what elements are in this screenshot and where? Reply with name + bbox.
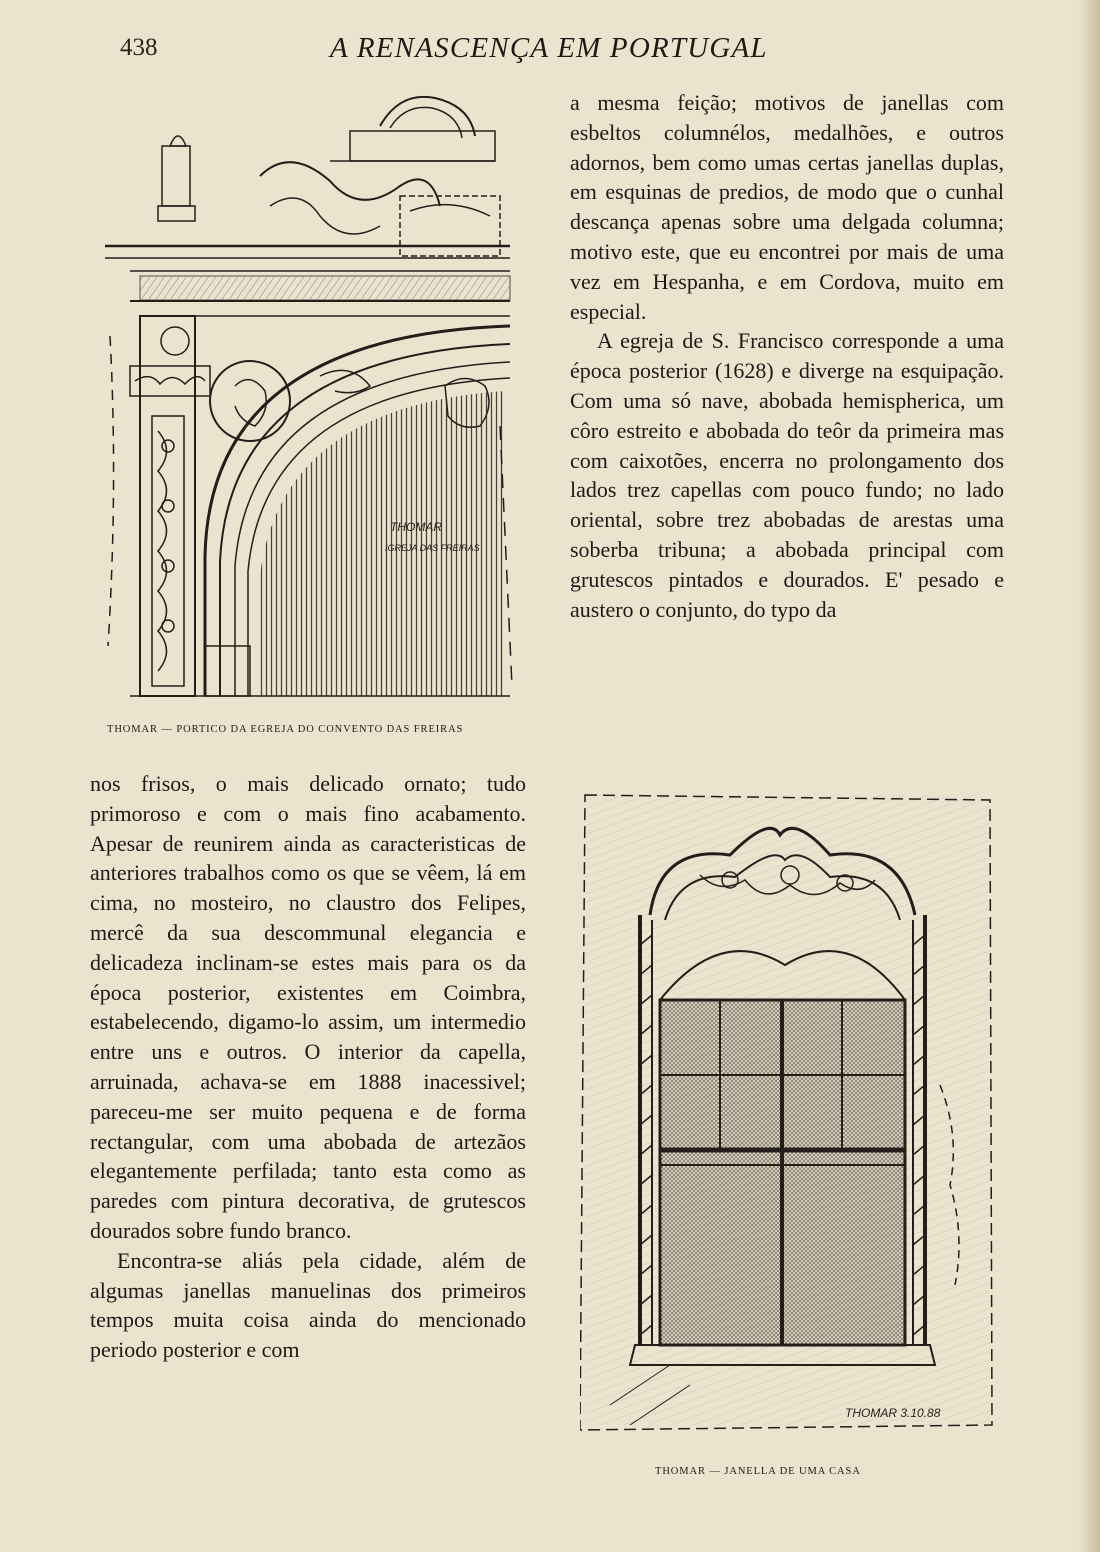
portico-caption: THOMAR — PORTICO DA EGREJA DO CONVENTO DAS FREIRAS	[107, 724, 464, 735]
left-column-text	[90, 769, 526, 1365]
sketch-inscription-place: THOMAR	[390, 520, 442, 534]
running-title: A RENASCENÇA EM PORTUGAL	[330, 32, 768, 64]
page-edge-shadow	[1078, 0, 1100, 1552]
window-caption: THOMAR — JANELLA DE UMA CASA	[655, 1466, 861, 1477]
paragraph: A egreja de S. Francisco corresponde a uma época posterior (1628) e diverge na esquipação. Com uma só nave, abobada hemispherica, um côro estreito e abobada do teôr da primeira mas com caixotões, encerra no prolongamento dos lados trez capellas com pouco fundo; no lado oriental, sobre trez abobadas de arestas uma soberba tribuna; a abobada principal com grutescos pintados e dourados. E' pesado e austero o conjunto, do typo da	[570, 328, 1004, 622]
paragraph: a mesma feição; motivos de janellas com esbeltos columnélos, medalhões, e outros adornos, bem como umas certas janellas duplas, em esquinas de predios, de modo que o cunhal descança apenas sobre uma delgada columna; motivo este, que eu encontrei por mais de uma vez em Hespanha, e em Cordova, muito em especial.	[570, 90, 1004, 324]
window-sketch	[580, 785, 1000, 1445]
sketch-inscription-signature: THOMAR 3.10.88	[845, 1406, 941, 1420]
portico-illustration	[100, 86, 520, 706]
window-illustration	[580, 785, 1000, 1445]
paragraph: nos frisos, o mais delicado ornato; tudo primoroso e com o mais fino acabamento. Apesar de reunirem ainda as caracteristicas de anteriores trabalhos como os que se vêem, lá em cima, no mosteiro, no claustro dos Felipes, mercê da sua descommunal elegancia e delicadeza inclinam-se estes mais para os da época posterior, existentes em Coimbra, estabelecendo, digamo-lo assim, um intermedio entre uns e outros. O interior da capella, arruinada, achava-se em 1888 inacessivel; pareceu-me ser muito pequena e de forma rectangular, com uma abobada de artezãos elegantemente perfilada; tanto esta como as paredes com pintura decorativa, de grutescos dourados sobre fundo branco.	[90, 771, 526, 1243]
page-header	[0, 30, 1100, 70]
paragraph: Encontra-se aliás pela cidade, além de algumas janellas manuelinas dos primeiros tempos muita coisa ainda do mencionado periodo posterior e com	[90, 1247, 526, 1363]
portico-sketch	[100, 86, 520, 706]
sketch-inscription-church: IGREJA DAS FREIRAS	[385, 543, 480, 553]
page-number: 438	[120, 34, 158, 61]
right-column-text	[570, 88, 1004, 624]
